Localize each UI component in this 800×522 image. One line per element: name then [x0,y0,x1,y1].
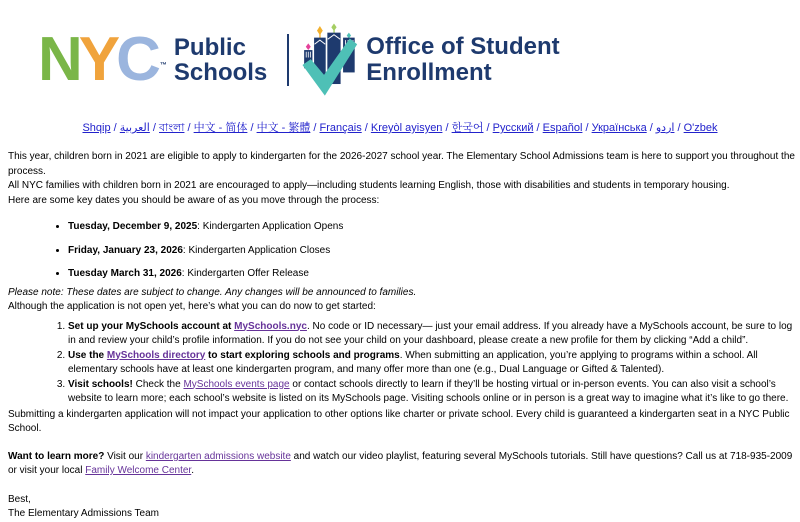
learn-more-text-a: Visit our [104,450,146,462]
language-link-french[interactable]: Français [319,122,362,134]
language-separator: / [110,122,120,134]
public-schools-line2: Schools [173,59,268,86]
key-date-event: : Kindergarten Application Opens [197,221,344,232]
step2-text: . When submitting an application, you’re applying to programs within a school. All elementary schools have at least one kindergarten program, and many offer more than one (e.g., Dual Language or Gifted & Talented). [68,349,758,375]
language-link-haitian-creole[interactable]: Kreyòl ayisyen [370,122,443,134]
ose-line2: Enrollment [366,59,492,86]
language-link-chinese-simplified[interactable]: 中文 - 简体 [193,122,248,134]
key-date-label: Friday, January 23, 2026 [68,244,183,256]
family-welcome-center-link[interactable]: Family Welcome Center [85,465,192,476]
office-of-student-enrollment-wordmark [366,34,559,86]
language-separator: / [483,122,493,134]
step2-bold-text: Use the [68,349,107,361]
dates-subject-to-change-note: Please note: These dates are subject to change. Any changes will be announced to families. [8,286,417,298]
step2-bold-tail: to start exploring schools and programs [205,349,400,361]
myschools-events-page-link[interactable]: MySchools events page [183,378,290,390]
language-separator: / [582,122,592,134]
language-link-urdu[interactable]: اردو [655,122,675,134]
public-schools-wordmark [174,35,267,85]
language-link-spanish[interactable]: Español [542,122,583,134]
learn-more-text-c: . [191,465,194,476]
signature: The Elementary Admissions Team [8,508,159,519]
kindergarten-admissions-website-link[interactable]: kindergarten admissions website [145,450,291,462]
skyline-checkmark-icon [300,22,358,98]
intro-paragraph-1: This year, children born in 2021 are eligible to apply to kindergarten for the 2026-2027 school year. The Elementary School Admissions team is here to support you throughout the process. [8,151,795,177]
intro-paragraph-2: All NYC families with children born in 2021 are encouraged to apply—including students learning English, those with disabilities and students in temporary housing. [8,180,730,191]
public-schools-line1: Public [173,34,246,61]
key-date-event: : Kindergarten Offer Release [181,268,309,279]
letter-body [0,150,800,522]
key-date-offer-release [68,267,798,282]
nyc-logo [38,25,167,94]
learn-more-bold-text: Want to learn more? [8,450,105,462]
key-date-application-closes [68,244,798,259]
step1-text: . No code or ID necessary— just your email address. If you already have a MySchools account, be sure to log in and review your child’s profile information. If you do not see your child on your dashboard, please create a new profile for them by clicking “Add a child”. [68,320,793,346]
no-impact-paragraph: Submitting a kindergarten application will not impact your application to other options like charter or private school. Every child is guaranteed a kindergarten seat in a NYC Public School. [8,408,790,434]
language-separator: / [149,122,160,134]
key-date-event: : Kindergarten Application Closes [182,244,331,256]
step1-bold-text: Set up your MySchools account at [68,320,235,332]
learn-more-paragraph [8,450,798,479]
language-separator: / [646,122,656,134]
language-separator: / [247,122,257,134]
nyc-logo-letter-n: N [38,25,79,94]
step-set-up-account [68,320,798,349]
language-separator: / [674,122,684,134]
language-separator: / [442,122,452,134]
language-separator: / [533,122,543,134]
ose-line1: Office of Student [366,33,560,60]
language-separator: / [361,122,371,134]
signoff: Best, [8,493,31,505]
intro-paragraph-3: Here are some key dates you should be aware of as you move through the process: [8,194,380,206]
language-bar [0,121,800,135]
step-use-directory [68,349,798,378]
language-separator: / [184,122,194,134]
myschools-nyc-link[interactable]: MySchools.nyc [234,320,307,332]
step3-mid-text: Check the [132,378,184,390]
myschools-directory-link[interactable]: MySchools directory [106,349,206,361]
nyc-logo-letter-y: Y [78,25,117,94]
key-date-application-opens [68,220,798,235]
language-link-shqip[interactable]: Shqip [82,122,111,134]
language-link-korean[interactable]: 한국어 [451,122,484,134]
language-link-chinese-traditional[interactable]: 中文 - 繁體 [256,122,311,134]
step-visit-schools [68,378,798,407]
step3-bold-text: Visit schools! [68,378,133,390]
trademark-symbol: ™ [159,62,167,69]
key-date-label: Tuesday, December 9, 2025 [68,221,198,232]
language-link-russian[interactable]: Русский [492,122,534,134]
language-link-arabic[interactable]: العربية [119,122,150,134]
key-date-label: Tuesday March 31, 2026 [68,268,182,279]
get-started-intro: Although the application is not open yet, here’s what you can do now to get started: [8,301,376,312]
language-separator: / [310,122,320,134]
language-link-bengali[interactable]: বাংলা [159,122,185,134]
key-dates-list [8,220,798,282]
step3-text: or contact schools directly to learn if they’ll be hosting virtual or in-person events. You can also visit a school’s website to learn more; each school’s website is listed on its MySchools page. Visiting schools online or in person is a great way to imagine what it’s like to go there. [68,378,789,404]
get-started-steps-list [8,320,798,407]
learn-more-text-b: and watch our video playlist, featuring several MySchools tutorials. Still have questions? Call us at 718-935-2009 or visit your local [8,450,793,476]
language-link-ukrainian[interactable]: Українська [591,122,647,134]
header [38,14,800,106]
nyc-logo-letter-c: C [116,25,157,94]
logo-divider [287,34,289,86]
language-link-uzbek[interactable]: O'zbek [683,122,718,134]
